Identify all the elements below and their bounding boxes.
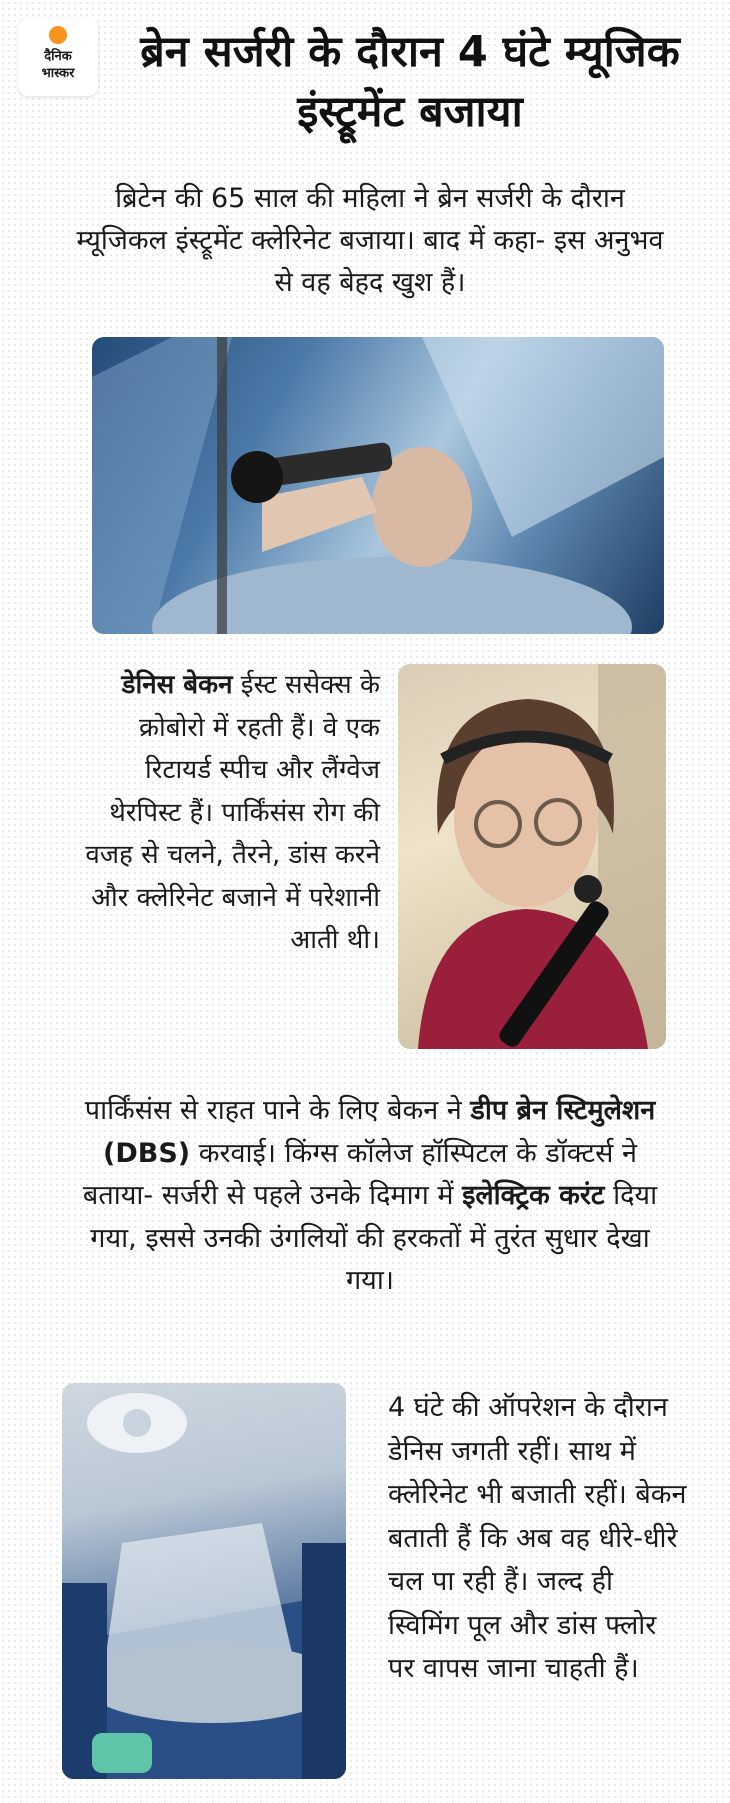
operating-room-illustration xyxy=(62,1383,346,1779)
bio-name: डेनिस बेकन xyxy=(121,670,233,700)
operating-room-photo xyxy=(62,1383,346,1779)
dbs-paragraph xyxy=(80,1090,660,1303)
dbs-bold-1: डीप ब्रेन स्टिमुलेशन (DBS) xyxy=(103,1095,656,1169)
bio-text: ईस्ट ससेक्स के क्रोबोरो में रहती हैं। वे एक रिटायर्ड स्पीच और लैंग्वेज थेरपिस्ट हैं। पार्किंसंस रोग की वजह से चलने, तैरने, डांस करने और क्लेरिनेट बजाने में परेशानी आती थी। xyxy=(85,670,380,955)
logo-sun-icon xyxy=(49,26,67,44)
portrait-photo xyxy=(398,664,666,1049)
logo-line-1: दैनिक xyxy=(44,49,72,64)
surgery-clarinet-photo xyxy=(92,337,664,634)
operation-paragraph: 4 घंटे की ऑपरेशन के दौरान डेनिस जगती रहीं। साथ में क्लेरिनेट भी बजाती रहीं। बेकन बताती हैं कि अब वह धीरे-धीरे चल पा रही हैं। जल्द ही स्विमिंग पूल और डांस फ्लोर पर वापस जाना चाहती हैं। xyxy=(388,1392,687,1684)
headline: ब्रेन सर्जरी के दौरान 4 घंटे म्यूजिक इंस्ट्रूमेंट बजाया xyxy=(140,27,680,137)
logo-line-2: भास्कर xyxy=(41,66,75,81)
intro-paragraph: ब्रिटेन की 65 साल की महिला ने ब्रेन सर्जरी के दौरान म्यूजिकल इंस्ट्रूमेंट क्लेरिनेट बजाया। बाद में कहा- इस अनुभव से वह बेहद खुश हैं। xyxy=(76,183,664,298)
dbs-text-2: करवाई। किंग्स कॉलेज हॉस्पिटल के डॉक्टर्स ने बताया- सर्जरी से पहले उनके दिमाग में xyxy=(82,1137,637,1211)
bio-paragraph xyxy=(70,664,380,962)
surgery-clarinet-illustration xyxy=(92,337,664,634)
logo-text xyxy=(18,48,98,82)
portrait-illustration xyxy=(398,664,666,1049)
dbs-bold-2: इलेक्ट्रिक करंट xyxy=(462,1180,605,1211)
dbs-text-1: पार्किंसंस से राहत पाने के लिए बेकन ने xyxy=(84,1095,471,1126)
dainik-bhaskar-logo xyxy=(18,18,98,96)
dbs-text-3: दिया गया, इससे उनकी उंगलियों की हरकतों में तुरंत सुधार देखा गया। xyxy=(90,1180,658,1296)
